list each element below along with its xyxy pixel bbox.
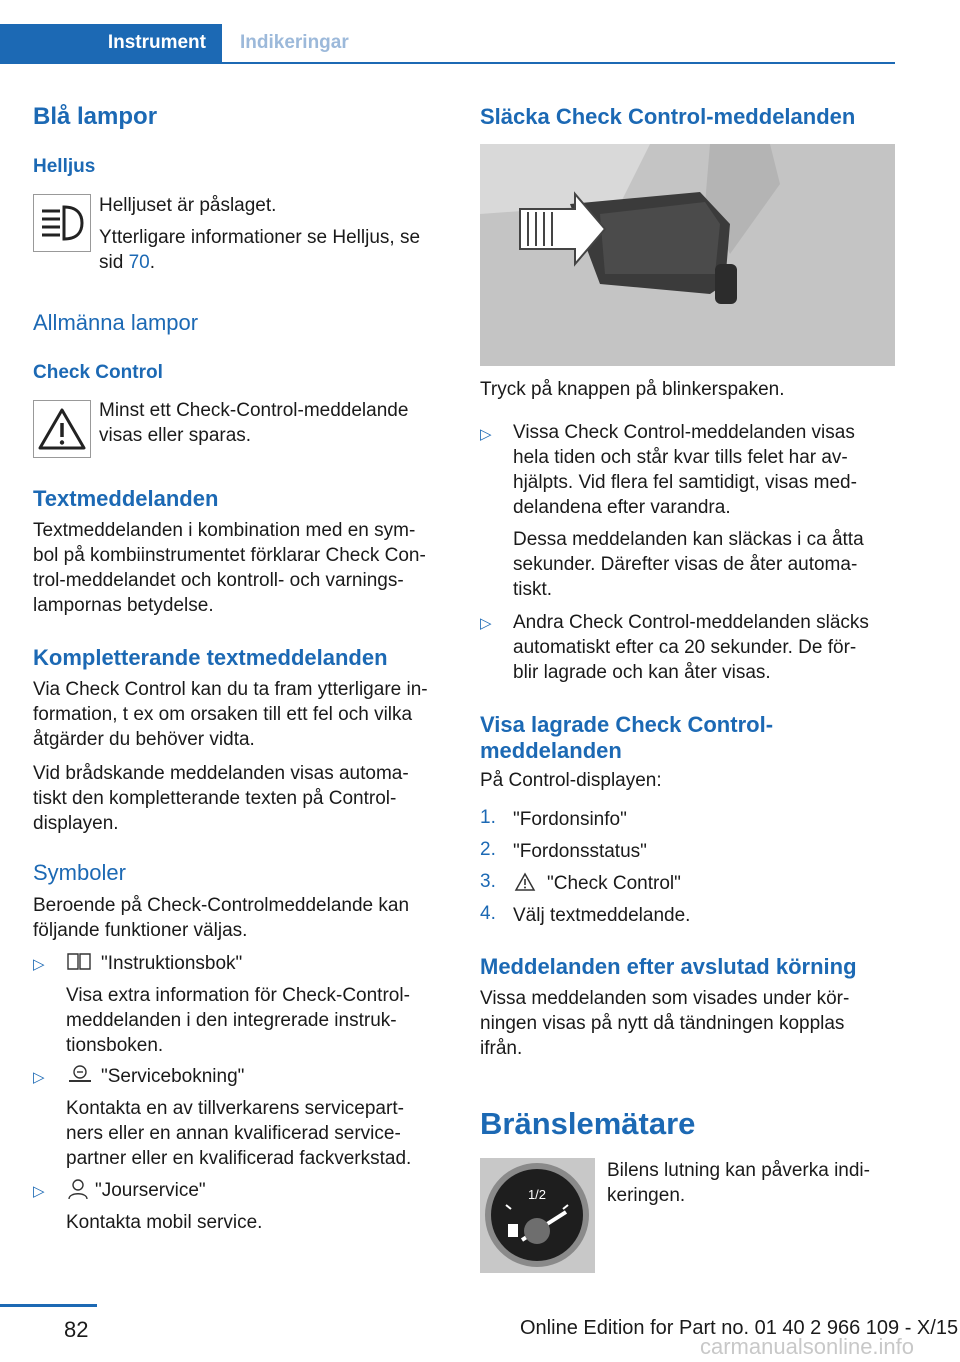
helljus-sid-label: sid [99, 252, 129, 273]
text-line: displayen. [33, 813, 119, 834]
heading-bla-lampor: Blå lampor [33, 103, 158, 130]
text-line: Vissa meddelanden som visades under kör- [480, 988, 850, 1009]
heading-visa-lagrade [480, 712, 773, 764]
item-jourservice-desc [66, 1210, 456, 1235]
text-line: partner eller en kvalificerad fackverkstad. [66, 1148, 412, 1169]
text-line: ningen visas på nytt då tändningen kopplas [480, 1013, 845, 1034]
item-jourservice-label[interactable]: "Jourservice" [95, 1180, 206, 1201]
step-number: 3. [480, 871, 496, 892]
helljus-text-3 [99, 250, 155, 275]
text-line: meddelanden i den integrerade instruk- [66, 1010, 397, 1031]
item-instruktionsbok-label[interactable]: "Instruktionsbok" [101, 953, 243, 974]
heading-check-control: Check Control [33, 362, 163, 383]
helljus-text-1: Helljuset är påslaget. [99, 195, 277, 216]
warning-triangle-small-icon [514, 872, 536, 897]
heading-allmanna-lampor: Allmänna lampor [33, 310, 199, 335]
fuel-gauge-image [480, 1158, 595, 1273]
text-line: delandena efter varandra. [513, 497, 731, 518]
text-line: Kontakta en av tillverkarens servicepart- [66, 1098, 404, 1119]
step-number: 1. [480, 807, 496, 828]
page-number: 82 [64, 1317, 89, 1342]
item-instruktionsbok-desc [66, 983, 456, 1058]
tab-instrument[interactable]: Instrument [0, 24, 222, 62]
watermark: carmanualsonline.info [700, 1334, 915, 1359]
text-line: keringen. [607, 1185, 686, 1206]
pa-control-text: På Control-displayen: [480, 770, 662, 791]
text-line: formation, t ex om orsaken till ett fel och vilka [33, 704, 413, 725]
step-fordonsinfo[interactable]: "Fordonsinfo" [513, 809, 627, 830]
textmeddelanden-paragraph [33, 518, 453, 618]
helljus-period: . [149, 252, 155, 273]
heading-line: Visa lagrade Check Control- [480, 712, 774, 737]
bullet-arrow-icon: ▷ [33, 956, 45, 973]
book-icon [66, 951, 92, 976]
heading-kompletterande: Kompletterande textmeddelanden [33, 645, 388, 670]
step-fordonsstatus[interactable]: "Fordonsstatus" [513, 841, 647, 862]
footer-rule [0, 1304, 97, 1307]
step-number: 2. [480, 839, 496, 860]
text-line: Beroende på Check-Controlmeddelande kan [33, 895, 410, 916]
text-line: Kontakta mobil service. [66, 1212, 263, 1233]
header-tabs [0, 24, 895, 64]
text-line: Vissa Check Control-meddelanden visas [513, 422, 855, 443]
item-servicebokning-label[interactable]: "Servicebokning" [101, 1066, 245, 1087]
text-line: hela tiden och står kvar tills felet har av- [513, 447, 848, 468]
text-line: tiskt den kompletterande texten på Control- [33, 788, 397, 809]
text-line: automatiskt efter ca 20 sekunder. De för- [513, 637, 857, 658]
komp-paragraph-1 [33, 677, 453, 752]
heading-helljus: Helljus [33, 156, 96, 177]
text-line: åtgärder du behöver vidta. [33, 729, 255, 750]
service-car-icon [66, 1064, 94, 1089]
text-line: Visa extra information för Check-Control- [66, 985, 410, 1006]
bullet-1-text [513, 420, 898, 602]
text-line: ifrån. [480, 1038, 523, 1059]
text-line: tionsboken. [66, 1035, 164, 1056]
text-line: trol-meddelandet och kontroll- och varnings- [33, 570, 404, 591]
heading-line: meddelanden [480, 738, 622, 763]
bullet-arrow-icon: ▷ [480, 426, 492, 443]
item-servicebokning-desc [66, 1096, 456, 1171]
step-check-control[interactable]: "Check Control" [547, 873, 681, 894]
gauge-half-label: 1/2 [527, 1187, 547, 1202]
helljus-text-2: Ytterligare informationer se Helljus, se [99, 227, 421, 248]
text-line: Andra Check Control-meddelanden släcks [513, 612, 869, 633]
text-line: bol på kombiinstrumentet förklarar Check Con- [33, 545, 426, 566]
text-line: lampornas betydelse. [33, 595, 214, 616]
symboler-paragraph [33, 893, 453, 943]
step-valj-textmeddelande[interactable]: Välj textmeddelande. [513, 905, 691, 926]
heading-slacka: Släcka Check Control-meddelanden [480, 104, 856, 129]
warning-triangle-icon [33, 400, 91, 458]
text-line: sekunder. Därefter visas de åter automa- [513, 554, 858, 575]
heading-branslematare: Bränslemätare [480, 1106, 696, 1141]
mechanic-icon [66, 1178, 90, 1205]
bransle-text [607, 1158, 870, 1208]
cc-line-1: Minst ett Check-Control-meddelande [99, 400, 409, 421]
text-line: Dessa meddelanden kan släckas i ca åtta [513, 529, 864, 550]
text-line: Textmeddelanden i kombination med en sym- [33, 520, 416, 541]
tab-indikeringar[interactable]: Indikeringar [240, 32, 349, 53]
high-beam-icon [33, 194, 91, 252]
efter-paragraph [480, 986, 895, 1061]
komp-paragraph-2 [33, 761, 453, 836]
heading-textmeddelanden: Textmeddelanden [33, 486, 219, 511]
text-line: hjälpts. Vid flera fel samtidigt, visas med- [513, 472, 857, 493]
heading-efter-korning: Meddelanden efter avslutad körning [480, 954, 857, 979]
tryck-text: Tryck på knappen på blinkerspaken. [480, 379, 785, 400]
footer-edition: Online Edition for Part no. 01 40 2 966 109 - X/15 [520, 1317, 959, 1339]
bullet-2-text [513, 610, 898, 685]
text-line: följande funktioner väljas. [33, 920, 248, 941]
text-line: ners eller en annan kvalificerad service- [66, 1123, 401, 1144]
bullet-arrow-icon: ▷ [33, 1069, 45, 1086]
text-line: tiskt. [513, 579, 553, 600]
bullet-arrow-icon: ▷ [33, 1183, 45, 1200]
text-line: Bilens lutning kan påverka indi- [607, 1160, 870, 1181]
heading-symboler: Symboler [33, 860, 126, 885]
text-line: Vid brådskande meddelanden visas automa- [33, 763, 409, 784]
text-line: Via Check Control kan du ta fram ytterligare in- [33, 679, 428, 700]
bullet-arrow-icon: ▷ [480, 615, 492, 632]
cc-line-2: visas eller sparas. [99, 425, 252, 446]
page-link-70[interactable]: 70 [128, 252, 150, 273]
text-line: blir lagrade och kan åter visas. [513, 662, 771, 683]
turn-signal-lever-image [480, 144, 895, 366]
step-number: 4. [480, 903, 496, 924]
